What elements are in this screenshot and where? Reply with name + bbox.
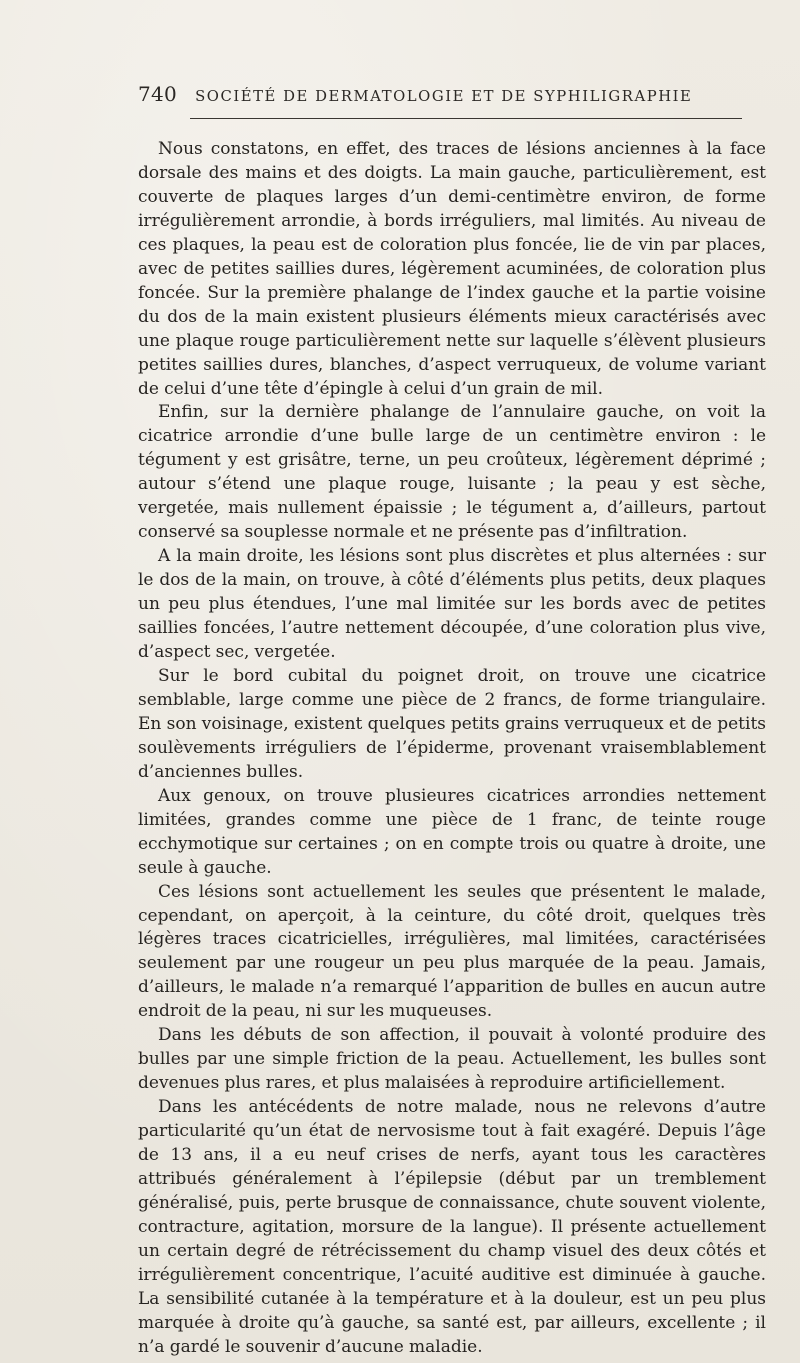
- running-title: SOCIÉTÉ DE DERMATOLOGIE ET DE SYPHILIGRAPHIE: [195, 88, 693, 105]
- paragraph: Aux genoux, on trouve plusieures cicatrices arrondies nettement limitées, grandes comme une pièce de 1 franc, de teinte rouge ecchymotique sur certaines ; on en compte trois ou quatre à droite, une seule à gauche.: [138, 785, 766, 878]
- paragraph: Dans les débuts de son affection, il pouvait à volonté produire des bulles par une simple friction de la peau. Actuellement, les bulles sont devenues plus rares, et plus malaisées à reproduire artificiellement.: [138, 1025, 766, 1094]
- paragraph: Ces lésions sont actuellement les seules que présentent le malade, cependant, on aperçoit, à la ceinture, du côté droit, quelques très légères traces cicatricielles, irrégulières, mal limitées, caractérisées seulement par une rougeur un peu plus marquée de la peau. Jamais, d’ailleurs, le malade n’a remarqué l’apparition de bulles en aucun autre endroit de la peau, ni sur les muqueuses.: [138, 881, 766, 1022]
- body-text: [138, 138, 766, 1360]
- paragraph: Nous constatons, en effet, des traces de lésions anciennes à la face dorsale des mains et des doigts. La main gauche, particulièrement, est couverte de plaques larges d’un demi-centimètre environ, de forme irrégulièrement arrondie, à bords irréguliers, mal limités. Au niveau de ces plaques, la peau est de coloration plus foncée, lie de vin par places, avec de petites saillies dures, légèrement acuminées, de coloration plus foncée. Sur la première phalange de l’index gauche et la partie voisine du dos de la main existent plusieurs éléments mieux caractérisés avec une plaque rouge particulièrement nette sur laquelle s’élèvent plusieurs petites saillies dures, blanches, d’aspect verruqueux, de volume variant de celui d’une tête d’épingle à celui d’un grain de mil.: [138, 139, 766, 399]
- paragraph: Dans les antécédents de notre malade, nous ne relevons d’autre particularité qu’un état de nervosisme tout à fait exagéré. Depuis l’âge de 13 ans, il a eu neuf crises de nerfs, ayant tous les caractères attribués généralement à l’épilepsie (début par un tremblement généralisé, puis, perte brusque de connaissance, chute souvent violente, contracture, agitation, morsure de la langue). Il présente actuellement un certain degré de rétrécissement du champ visuel des deux côtés et irrégulièrement concentrique, l’acuité auditive est diminuée à gauche. La sensibilité cutanée à la température et à la douleur, est un peu plus marquée à droite qu’à gauche, sa santé est, par ailleurs, excellente ; il n’a gardé le souvenir d’aucune maladie.: [138, 1097, 766, 1357]
- paragraph: Sur le bord cubital du poignet droit, on trouve une cicatrice semblable, large comme une pièce de 2 francs, de forme triangulaire. En son voisinage, existent quelques petits grains verruqueux et de petits soulèvements irréguliers de l’épiderme, provenant vraisemblablement d’anciennes bulles.: [138, 665, 766, 782]
- running-header: [138, 82, 778, 112]
- paragraph: A la main droite, les lésions sont plus discrètes et plus alternées : sur le dos de la main, on trouve, à côté d’éléments plus petits, deux plaques un peu plus étendues, l’une mal limitée sur les bords avec de petites saillies foncées, l’autre nettement découpée, d’une coloration plus vive, d’aspect sec, vergetée.: [138, 546, 766, 663]
- header-rule: [190, 118, 742, 119]
- page-number: 740: [138, 82, 178, 106]
- paragraph: Enfin, sur la dernière phalange de l’annulaire gauche, on voit la cicatrice arrondie d’une bulle large de un centimètre environ : le tégument y est grisâtre, terne, un peu croûteux, légèrement déprimé ; autour s’étend une plaque rouge, luisante ; la peau y est sèche, vergetée, mais nullement épaissie ; le tégument a, d’ailleurs, partout conservé sa souplesse normale et ne présente pas d’infiltration.: [138, 402, 766, 543]
